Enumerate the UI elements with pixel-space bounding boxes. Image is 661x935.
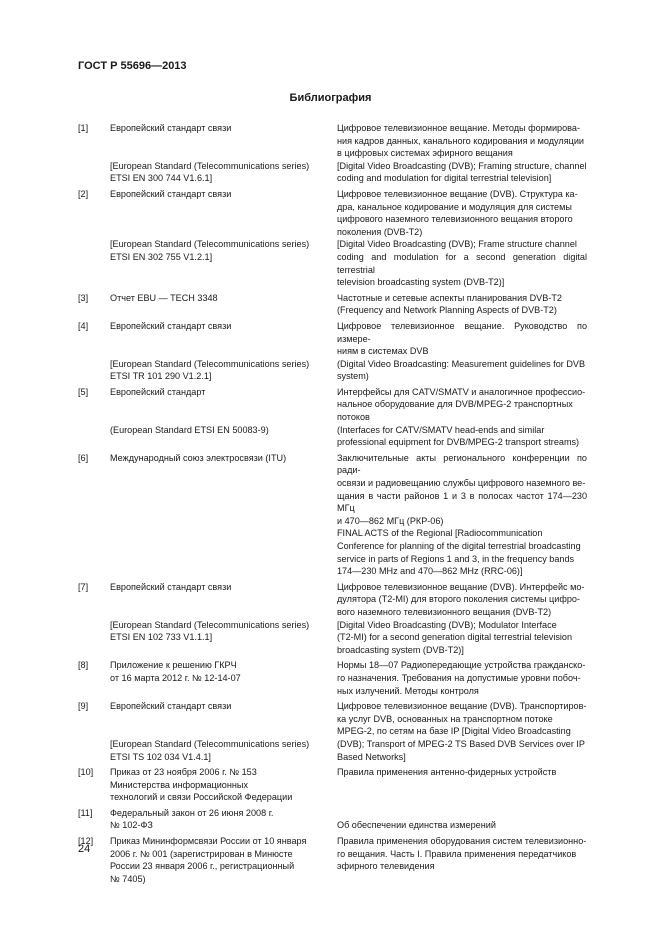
document-header: ГОСТ Р 55696—2013	[78, 60, 187, 72]
entry-description	[337, 424, 587, 449]
bibliography-entry	[78, 188, 587, 289]
source-line: № 7405)	[110, 873, 146, 884]
source-line: 2006 г. № 001 (зарегистрирован в Минюсте	[110, 848, 293, 859]
entry-source	[110, 358, 337, 383]
entry-source	[110, 700, 337, 738]
source-line: Отчет EBU — TECH 3348	[110, 292, 218, 303]
description-line: [Digital Video Broadcasting (DVB); Framing structure, channel	[337, 160, 587, 171]
entry-source	[110, 738, 337, 763]
entry-source	[110, 581, 337, 619]
description-line: [Digital Video Broadcasting (DVB); Modulator Interface	[337, 619, 557, 630]
entry-number: [8]	[78, 660, 89, 671]
entry-source	[110, 122, 337, 160]
description-line: Цифровое телевизионное вещание. Руководство по измере-	[337, 320, 587, 344]
bibliography-entry	[78, 292, 587, 317]
entry-number: [12]	[78, 836, 94, 847]
entry-source	[110, 292, 337, 317]
description-line	[337, 807, 587, 820]
description-line: поколения (DVB-T2)	[337, 226, 423, 237]
entry-body	[110, 766, 587, 804]
entry-description	[337, 238, 587, 288]
entry-number: [3]	[78, 292, 89, 303]
entry-number: [1]	[78, 123, 89, 133]
entry-body	[110, 320, 587, 383]
entry-number: [7]	[78, 581, 89, 592]
source-line: [European Standard (Telecommunications series)	[110, 358, 310, 369]
entry-description	[337, 581, 587, 619]
description-line: ния кадров данных, канального кодирования и модуляции	[337, 135, 584, 146]
description-line: (DVB); Transport of MPEG-2 TS Based DVB Services over IP	[337, 738, 585, 749]
description-line: professional equipment for DVB/MPEG-2 transport streams)	[337, 437, 580, 448]
description-line: дра, канальное кодирование и модуляция для системы	[337, 201, 572, 212]
description-line: FINAL ACTS of the Regional [Radiocommunication	[337, 528, 543, 539]
entry-description	[337, 766, 587, 804]
entry-description	[337, 700, 587, 738]
entry-row	[110, 188, 587, 238]
description-line: (Frequency and Network Planning Aspects of DVB-T2)	[337, 305, 557, 316]
bibliography-entry	[78, 766, 587, 804]
source-line: [European Standard (Telecommunications series)	[110, 738, 310, 749]
description-line: Цифровое телевизионное вещание (DVB). Структура ка-	[337, 188, 578, 199]
entry-row	[110, 386, 587, 424]
source-line: ETSI TS 102 034 V1.4.1]	[110, 751, 211, 762]
bibliography-entry	[78, 320, 587, 383]
entry-row	[110, 807, 587, 832]
entry-row	[110, 160, 587, 185]
bibliography-entry	[78, 386, 587, 449]
entry-row	[110, 700, 587, 738]
entry-source	[110, 160, 337, 185]
entry-row	[110, 122, 587, 160]
source-line: [European Standard (Telecommunications series)	[110, 160, 310, 171]
source-line: Европейский стандарт связи	[110, 188, 232, 199]
description-line: 174—230 MHz and 470—862 MHz (RRC-06)]	[337, 566, 523, 577]
source-line: (European Standard ETSI EN 50083-9)	[110, 424, 269, 435]
entry-row	[110, 581, 587, 619]
entry-body	[110, 292, 587, 317]
bibliography-list	[78, 122, 587, 888]
source-line: Европейский стандарт связи	[110, 123, 232, 133]
entry-source	[110, 452, 337, 578]
description-line: (T2-MI) for a second generation digital terrestrial television	[337, 632, 573, 643]
description-line: Цифровое телевизионное вещание (DVB). Транспортиров-	[337, 701, 587, 712]
bibliography-entry	[78, 700, 587, 763]
entry-description	[337, 452, 587, 578]
description-line: Цифровое телевизионное вещание (DVB). Интерфейс мо-	[337, 581, 585, 592]
entry-body	[110, 659, 587, 697]
description-line: television broadcasting system (DVB-T2)]	[337, 277, 505, 288]
description-line: coding and modulation for digital terrestrial television]	[337, 173, 552, 184]
description-line: потоков	[337, 412, 370, 423]
entry-description	[337, 659, 587, 697]
entry-number: [4]	[78, 320, 89, 331]
entry-row	[110, 738, 587, 763]
entry-body	[110, 122, 587, 185]
description-line: [Digital Video Broadcasting (DVB); Frame structure channel	[337, 239, 577, 250]
description-line: вого наземного телевизионного вещания (DVB-T2)	[337, 606, 552, 617]
entry-description	[337, 122, 587, 160]
description-line: нальное оборудование для DVB/MPEG-2 транспортных	[337, 399, 573, 410]
entry-number: [10]	[78, 767, 94, 778]
entry-row	[110, 320, 587, 358]
page-title: Библиография	[289, 92, 372, 104]
entry-body	[110, 835, 587, 885]
description-line: дулятора (T2-MI) для второго поколения системы цифро-	[337, 594, 580, 605]
entry-source	[110, 766, 337, 804]
source-line: Министерства информационных	[110, 779, 248, 790]
description-line: Based Networks]	[337, 751, 406, 762]
bibliography-entry	[78, 581, 587, 657]
bibliography-entry	[78, 835, 587, 885]
page-number: 24	[78, 843, 91, 855]
entry-row	[110, 452, 587, 578]
description-line: system)	[337, 371, 369, 382]
source-line: ETSI EN 102 733 V1.1.1]	[110, 632, 213, 643]
source-line: России 23 января 2006 г., регистрационный	[110, 861, 295, 872]
description-line: щания в части районов 1 и 3 в полосах частот 174—230 МГц	[337, 490, 587, 514]
description-line: Conference for planning of the digital terrestrial broadcasting	[337, 541, 581, 551]
source-line: Федеральный закон от 26 июня 2008 г.	[110, 807, 274, 818]
source-line: Европейский стандарт связи	[110, 701, 232, 712]
entry-row	[110, 358, 587, 383]
description-line: Заключительные акты регионального конференции по ради-	[337, 452, 587, 476]
source-line: Европейский стандарт	[110, 386, 206, 397]
source-line: от 16 марта 2012 г. № 12-14-07	[110, 672, 241, 683]
source-line: ETSI EN 300 744 V1.6.1]	[110, 173, 213, 184]
entry-row	[110, 766, 587, 804]
description-line: Цифровое телевизионное вещание. Методы формирова-	[337, 123, 580, 133]
entry-row	[110, 292, 587, 317]
description-line: Правила применения оборудования систем телевизионно-	[337, 836, 587, 847]
description-line: Частотные и сетевые аспекты планирования DVB-T2	[337, 292, 562, 303]
entry-number: [11]	[78, 807, 93, 818]
entry-description	[337, 188, 587, 238]
source-line: [European Standard (Telecommunications series)	[110, 239, 310, 250]
entry-number: [6]	[78, 452, 89, 463]
entry-source	[110, 424, 337, 449]
bibliography-entry	[78, 452, 587, 578]
source-line: Европейский стандарт связи	[110, 320, 232, 331]
entry-source	[110, 238, 337, 288]
source-line: Международный союз электросвязи (ITU)	[110, 452, 287, 463]
description-line: (Interfaces for CATV/SMATV head-ends and similar	[337, 424, 545, 435]
description-line: в цифровых системах эфирного вещания	[337, 148, 513, 159]
entry-body	[110, 581, 587, 657]
description-line: ных излучений. Методы контроля	[337, 685, 479, 696]
description-line: Правила применения антенно-фидерных устройств	[337, 767, 557, 778]
source-line: [European Standard (Telecommunications series)	[110, 619, 310, 630]
entry-description	[337, 292, 587, 317]
entry-number: [9]	[78, 701, 89, 712]
description-line: го назначения. Требования на допустимые уровни побоч-	[337, 672, 581, 683]
description-line: ка услуг DVB, основанных на транспортном потоке	[337, 713, 553, 724]
entry-description	[337, 386, 587, 424]
description-line: (Digital Video Broadcasting: Measurement guidelines for DVB	[337, 358, 586, 369]
entry-source	[110, 619, 337, 657]
entry-source	[110, 807, 337, 832]
entry-description	[337, 358, 587, 383]
description-line: эфирного телевидения	[337, 861, 435, 872]
description-line: ниям в системах DVB	[337, 346, 429, 357]
entry-body	[110, 386, 587, 449]
source-line: Приказ Мининформсвязи России от 10 января	[110, 836, 307, 847]
entry-source	[110, 320, 337, 358]
entry-description	[337, 807, 587, 832]
entry-number: [2]	[78, 188, 89, 199]
description-line: MPEG-2, по сетям на базе IP [Digital Video Broadcasting	[337, 726, 571, 737]
entry-description	[337, 835, 587, 885]
entry-number: [5]	[78, 386, 89, 397]
bibliography-entry	[78, 659, 587, 697]
entry-row	[110, 659, 587, 697]
description-line: и 470—862 МГц (РКР-06)	[337, 515, 444, 526]
description-line: Об обеспечении единства измерений	[337, 820, 496, 831]
description-line: coding and modulation for a second generation digital terrestrial	[337, 251, 587, 275]
entry-description	[337, 738, 587, 763]
entry-description	[337, 619, 587, 657]
entry-body	[110, 700, 587, 763]
entry-body	[110, 188, 587, 289]
description-line: Нормы 18—07 Радиопередающие устройства гражданско-	[337, 660, 586, 671]
description-line: broadcasting system (DVB-T2)]	[337, 644, 464, 655]
entry-row	[110, 835, 587, 885]
bibliography-entry	[78, 807, 587, 832]
entry-source	[110, 386, 337, 424]
source-line: № 102-ФЗ	[110, 820, 153, 831]
source-line: ETSI EN 302 755 V1.2.1]	[110, 251, 213, 262]
source-line: Приказ от 23 ноября 2006 г. № 153	[110, 767, 257, 778]
entry-row	[110, 238, 587, 288]
source-line: Европейский стандарт связи	[110, 581, 232, 592]
entry-source	[110, 659, 337, 697]
bibliography-entry	[78, 122, 587, 185]
source-line: Приложение к решению ГКРЧ	[110, 660, 237, 671]
entry-source	[110, 835, 337, 885]
description-line: го вещания. Часть I. Правила применения передатчиков	[337, 848, 577, 859]
description-line: освязи и радиовещанию службы цифрового наземного ве-	[337, 478, 586, 489]
entry-description	[337, 320, 587, 358]
source-line: ETSI TR 101 290 V1.2.1]	[110, 371, 212, 382]
entry-row	[110, 424, 587, 449]
description-line: service in parts of Regions 1 and 3, in the frequency bands	[337, 553, 575, 564]
entry-source	[110, 188, 337, 238]
source-line: технологий и связи Российской Федерации	[110, 792, 293, 803]
entry-body	[110, 452, 587, 578]
description-line: цифрового наземного телевизионного вещания второго	[337, 214, 573, 225]
entry-body	[110, 807, 587, 832]
entry-row	[110, 619, 587, 657]
entry-description	[337, 160, 587, 185]
description-line: Интерфейсы для CATV/SMATV и аналогичное профессио-	[337, 386, 586, 397]
